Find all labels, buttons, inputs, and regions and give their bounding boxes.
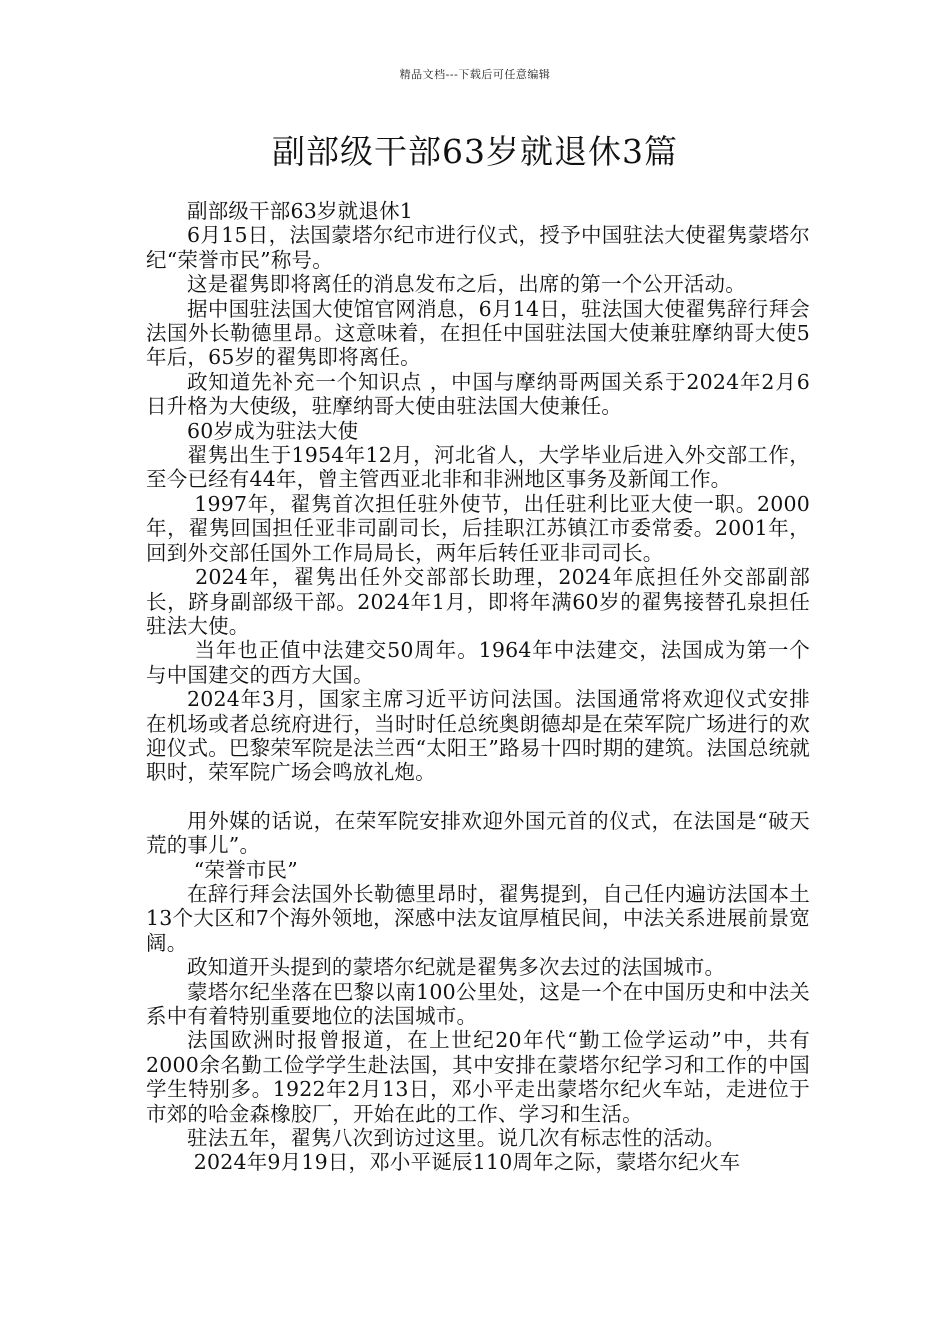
paragraph: 这是翟隽即将离任的消息发布之后，出席的第一个公开活动。 xyxy=(187,272,746,297)
paragraph: 蒙塔尔纪坐落在巴黎以南100公里处，这是一个在中国历史和中法关系中有着特别重要地位的法国城市。 xyxy=(146,979,810,1028)
paragraph: 翟隽出生于1954年12月，河北省人，大学毕业后进入外交部工作，至今已经有44年，曾主管西亚北非和非洲地区事务及新闻工作。 xyxy=(146,443,810,492)
paragraph: 在辞行拜会法国外长勒德里昂时，翟隽提到，自己任内遍访法国本土13个大区和7个海外领地，深感中法友谊厚植民间，中法关系进展前景宽阔。 xyxy=(146,881,810,955)
paragraph: 据中国驻法国大使馆官网消息，6月14日，驻法国大使翟隽辞行拜会法国外长勒德里昂。这意味着，在担任中国驻法国大使兼驻摩纳哥大使5年后，65岁的翟隽即将离任。 xyxy=(146,296,810,370)
paragraph: 政知道先补充一个知识点 ，中国与摩纳哥两国关系于2024年2月6日升格为大使级，驻摩纳哥大使由驻法国大使兼任。 xyxy=(146,369,810,419)
paragraph: 6月15日，法国蒙塔尔纪市进行仪式，授予中国驻法大使翟隽蒙塔尔纪“荣誉市民”称号。 xyxy=(146,223,810,272)
paragraph: 1997年，翟隽首次担任驻外使节，出任驻利比亚大使一职。2000年，翟隽回国担任亚非司副司长，后挂职江苏镇江市委常委。2001年，回到外交部任国外工作局局长，两年后转任亚非司司长。 xyxy=(146,491,811,565)
paragraph: 用外媒的话说，在荣军院安排欢迎外国元首的仪式，在法国是“破天荒的事儿”。 xyxy=(146,808,810,858)
paragraph: 法国欧洲时报曾报道，在上世纪20年代“勤工俭学运动”中，共有2000余名勤工俭学学生赴法国，其中安排在蒙塔尔纪学习和工作的中国学生特别多。1922年2月13日，邓小平走出蒙塔尔纪火车站，走进位于市郊的哈金森橡胶厂，开始在此的工作、学习和生活。 xyxy=(146,1028,810,1126)
section-heading: 60岁成为驻法大使 xyxy=(187,418,359,443)
header-note: 精品文档---下载后可任意编辑 xyxy=(399,68,551,81)
paragraph: 驻法五年，翟隽八次到访过这里。说几次有标志性的活动。 xyxy=(187,1126,726,1151)
section-heading: “荣誉市民” xyxy=(187,857,298,882)
document-title: 副部级干部63岁就退休3篇 xyxy=(272,132,678,171)
paragraph-subtitle: 副部级干部63岁就退休1 xyxy=(187,199,414,223)
paragraph: 政知道开头提到的蒙塔尔纪就是翟隽多次去过的法国城市。 xyxy=(187,955,726,980)
paragraph: 2024年，翟隽出任外交部部长助理，2024年底担任外交部副部长，跻身副部级干部。2024年1月，即将年满60岁的翟隽接替孔泉担任驻法大使。 xyxy=(146,565,810,638)
paragraph: 2024年9月19日，邓小平诞辰110周年之际，蒙塔尔纪火车 xyxy=(187,1150,741,1175)
paragraph: 2024年3月，国家主席习近平访问法国。法国通常将欢迎仪式安排在机场或者总统府进行，当时时任总统奥朗德却是在荣军院广场进行的欢迎仪式。巴黎荣军院是法兰西“太阳王”路易十四时期的建筑。法国总统就职时，荣军院广场会鸣放礼炮。 xyxy=(146,687,810,785)
document-body xyxy=(146,199,810,1175)
paragraph: 当年也正值中法建交50周年。1964年中法建交，法国成为第一个与中国建交的西方大国。 xyxy=(146,638,810,687)
